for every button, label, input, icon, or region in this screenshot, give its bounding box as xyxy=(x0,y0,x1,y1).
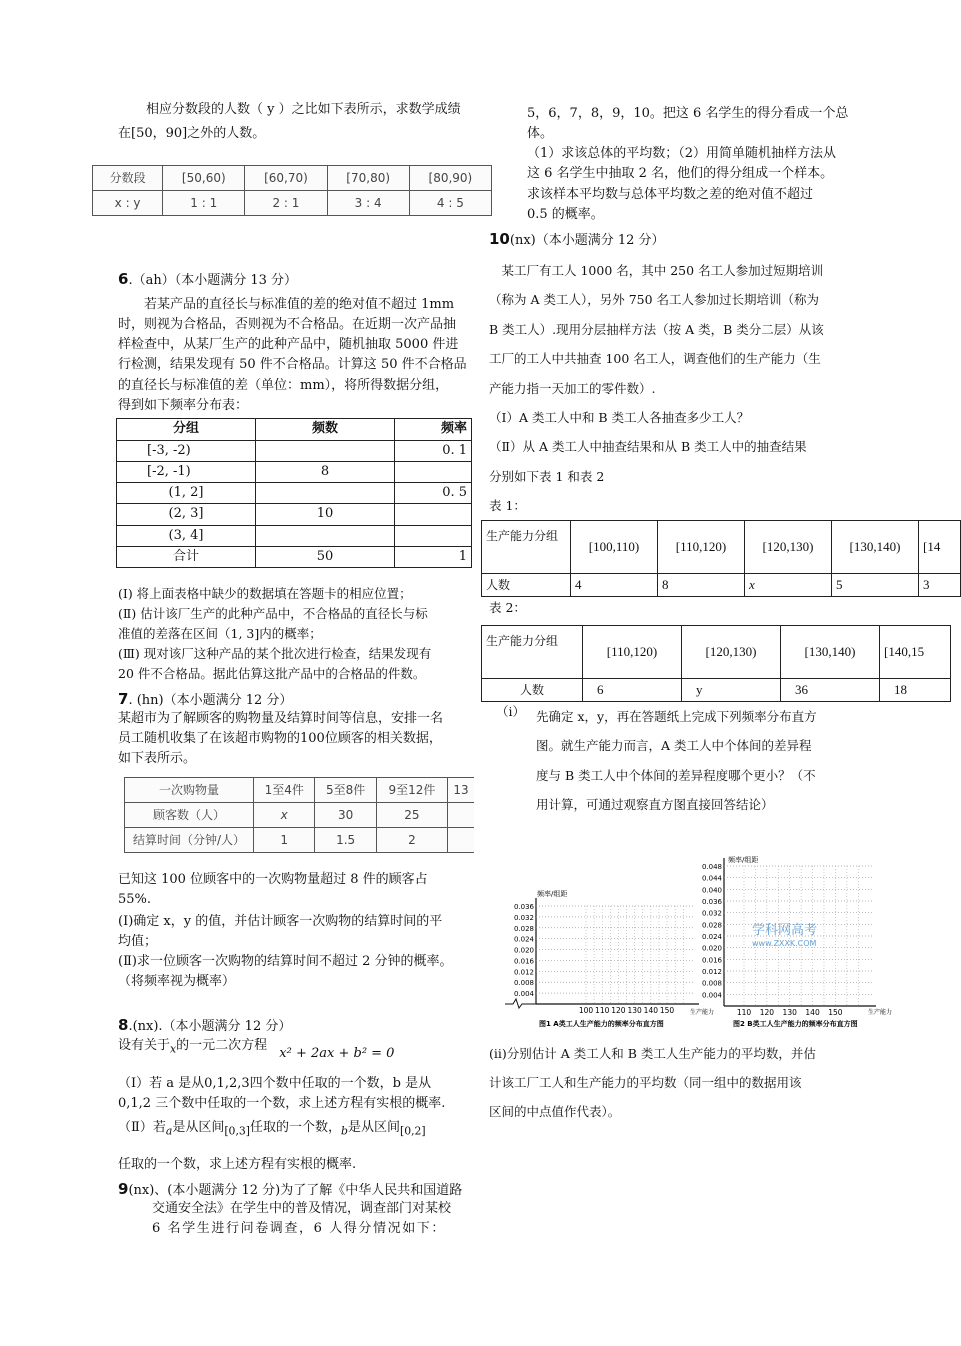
q6-part-line: 准值的差落在区间（1, 3]内的概率； xyxy=(118,626,322,641)
shop-cell: x xyxy=(254,803,315,828)
shop-header-cell: 13 xyxy=(448,778,475,803)
q8-part-line: 0,1,2 三个数中任取的一个数，求上述方程有实根的概率. xyxy=(118,1096,446,1112)
q6-part-line: 20 件不合格品。据此估算这批产品中的合格品的件数。 xyxy=(118,666,426,681)
freq-cell: 50 xyxy=(256,546,395,567)
y-tick-label: 0.012 xyxy=(701,968,722,976)
y-tick-label: 0.024 xyxy=(701,933,722,941)
q10-i-text xyxy=(536,702,846,820)
shop-cell: 1.5 xyxy=(315,828,376,853)
score-header-cell: [50,60) xyxy=(163,166,245,191)
t2-header-cell: [120,130) xyxy=(682,626,781,679)
chart1-caption: 图1 A类工人生产能力的频率分布直方图 xyxy=(539,1020,664,1028)
q10-i-number: （i） xyxy=(496,704,525,719)
q9-cont-line: 5，6，7，8，9，10。把这 6 名学生的得分看成一个总体。 xyxy=(527,106,849,142)
chart2-caption: 图2 B类工人生产能力的频率分布直方图 xyxy=(733,1020,858,1028)
q6-body-line: 行检测，结果发现有 50 件不合格品。计算这 50 件不合格品 xyxy=(118,357,467,373)
y-tick-label: 0.032 xyxy=(701,909,722,918)
y-tick-label: 0.004 xyxy=(513,990,534,999)
q10-body-line: 工厂的工人中共抽查 100 名工人，调查他们的生产能力（生 xyxy=(489,351,821,367)
q10-ii-line: 计该工厂工人和生产能力的平均数（同一组中的数据用该 xyxy=(489,1074,802,1090)
q10-tag: (nx)（本小题满分 12 分） xyxy=(509,233,665,248)
q10-part2-line: 分别如下表 1 和表 2 xyxy=(489,468,605,484)
t1-cell: x xyxy=(745,574,832,597)
q7-tag: . (hn)（本小题满分 12 分） xyxy=(128,693,293,708)
q10-i-line: 用计算，可通过观察直方图直接回答结论） xyxy=(536,797,774,813)
shop-cell: 顾客数（人） xyxy=(125,803,254,828)
chart1-xlabel: 生产能力 xyxy=(690,1009,715,1016)
t2-header-cell: [130,140) xyxy=(781,626,880,679)
score-ratio-cell: x : y xyxy=(93,191,163,216)
q6-part-line: (Ⅰ) 将上面表格中缺少的数据填在答题卡的相应位置； xyxy=(118,586,412,601)
shop-cell: 30 xyxy=(315,803,376,828)
t1-cell: 人数 xyxy=(482,574,571,597)
x-tick-label: 140 xyxy=(805,1008,820,1017)
shop-cell: 25 xyxy=(376,803,447,828)
q9-body-line: 6 名学生进行问卷调查，6 人得分情况如下： xyxy=(152,1221,447,1237)
q8-var-x: x xyxy=(170,1042,177,1056)
t1-header-cell: 生产能力分组 xyxy=(482,521,571,574)
t1-cell: 4 xyxy=(571,574,658,597)
t1-header-cell: [110,120) xyxy=(658,521,745,574)
shop-cell: 结算时间（分钟/人） xyxy=(125,828,254,853)
q8-part-text: （Ⅱ）若 xyxy=(118,1120,166,1135)
q9-heading xyxy=(118,1178,478,1201)
q10-i-line: 度与 B 类工人中个体间的差异程度哪个更小？（不 xyxy=(536,767,816,783)
q8-part1 xyxy=(118,1074,478,1114)
t2-header-cell: 生产能力分组 xyxy=(482,626,583,679)
y-tick-label: 0.028 xyxy=(513,924,534,933)
q7-after xyxy=(118,870,478,910)
q9-cont-line: 0.5 的概率。 xyxy=(527,206,604,222)
q8-part2-end: 任取的一个数，求上述方程有实根的概率. xyxy=(118,1157,357,1172)
q6-tag: .（ah）（本小题满分 13 分） xyxy=(128,273,297,288)
chart1-ylabel: 频率/组距 xyxy=(537,890,568,898)
q8-part2 xyxy=(118,1118,478,1140)
q8-text: 的一元二次方程 xyxy=(176,1038,268,1053)
x-tick-label: 120 xyxy=(611,1006,626,1015)
q8-var-a: a xyxy=(165,1124,173,1138)
q8-part-text: 任取的一个数， xyxy=(250,1120,342,1135)
q8-part-text: 是从区间 xyxy=(172,1120,225,1135)
q5-intro-line2: 在[50，90]之外的人数。 xyxy=(118,126,266,141)
t2-cell: 18 xyxy=(880,679,951,702)
y-tick-label: 0.040 xyxy=(701,886,722,895)
table2-label: 表 2： xyxy=(489,600,526,615)
freq-header-cell: 频数 xyxy=(256,419,395,441)
q10-body-line: 产能力指一天加工的零件数）. xyxy=(489,380,656,396)
q10-part2-line: （Ⅱ）从 A 类工人中抽查结果和从 B 类工人中的抽查结果 xyxy=(489,439,807,455)
q6-body xyxy=(118,295,468,416)
x-tick-label: 130 xyxy=(627,1006,642,1015)
q6-body-line: 样检查中，从某厂生产的此种产品中，随机抽取 5000 件进 xyxy=(118,337,459,353)
q8-number: 8 xyxy=(118,1016,129,1034)
shop-header-cell: 5至8件 xyxy=(315,778,376,803)
freq-cell xyxy=(256,441,395,462)
q6-body-line: 得到如下频率分布表： xyxy=(118,397,249,413)
score-ratio-cell: 4 : 5 xyxy=(409,191,491,216)
t1-cell: 3 xyxy=(919,574,961,597)
x-tick-label: 100 xyxy=(578,1006,594,1015)
t1-header-cell: [100,110) xyxy=(571,521,658,574)
q9-body xyxy=(152,1199,472,1239)
y-tick-label: 0.036 xyxy=(513,903,534,911)
q8-line1 xyxy=(118,1036,395,1061)
q10-body-line: （称为 A 类工人），另外 750 名工人参加过长期培训（称为 xyxy=(489,292,820,308)
freq-cell xyxy=(256,525,395,546)
y-tick-label: 0.036 xyxy=(701,898,722,906)
q10-ii-line: (ii)分别估计 A 类工人和 B 类工人生产能力的平均数，并估 xyxy=(489,1046,816,1061)
q7-part-line: （将频率视为概率） xyxy=(118,974,236,990)
shop-cell xyxy=(448,828,475,853)
q6-part-line: (Ⅲ) 现对该厂这种产品的某个批次进行检查，结果发现有 xyxy=(118,646,432,661)
q9-tag: (nx)、(本小题满分 12 分)为了了解《中华人民共和国道路 xyxy=(128,1183,463,1198)
q7-part-line: (Ⅱ)求一位顾客一次购物的结算时间不超过 2 分钟的概率。 xyxy=(118,954,453,970)
q8-heading xyxy=(118,1014,291,1037)
q8-tag: .(nx).（本小题满分 12 分） xyxy=(128,1019,292,1034)
x-tick-label: 110 xyxy=(595,1006,610,1015)
chart2-xlabel: 生产能力 xyxy=(868,1009,893,1016)
freq-cell: 8 xyxy=(256,462,395,483)
freq-cell xyxy=(395,462,472,483)
shop-header-cell: 9至12件 xyxy=(376,778,447,803)
q7-part-line: (Ⅰ)确定 x，y 的值，并估计顾客一次购物的结算时间的平 xyxy=(118,914,443,929)
freq-cell: (2, 3] xyxy=(117,504,256,525)
q10-i-line: 先确定 x，y，再在答题纸上完成下列频率分布直方 xyxy=(536,709,817,724)
score-header-cell: [80,90) xyxy=(409,166,491,191)
freq-header-cell: 频率 xyxy=(395,419,472,441)
q9-number: 9 xyxy=(118,1180,129,1198)
q10-body-line: 某工厂有工人 1000 名，其中 250 名工人参加过短期培训 xyxy=(501,263,824,278)
t2-cell: y xyxy=(682,679,781,702)
t1-header-cell: [130,140) xyxy=(832,521,919,574)
q6-number: 6 xyxy=(118,270,129,288)
histogram-b-chart xyxy=(700,852,893,1032)
q10-body-line: B 类工人）.现用分层抽样方法（按 A 类，B 类分二层）从该 xyxy=(489,321,824,337)
freq-cell: [-3, -2) xyxy=(117,441,256,462)
score-ratio-cell: 2 : 1 xyxy=(245,191,327,216)
watermark-logo: 学科网高考 xyxy=(752,923,818,938)
y-tick-label: 0.020 xyxy=(701,944,722,953)
capacity-table-2 xyxy=(481,625,951,702)
freq-cell: 0. 1 xyxy=(395,441,472,462)
freq-cell xyxy=(256,483,395,504)
y-tick-label: 0.024 xyxy=(513,935,534,944)
shop-cell: 1 xyxy=(254,828,315,853)
table1-label: 表 1： xyxy=(489,498,526,513)
y-tick-label: 0.008 xyxy=(701,979,722,988)
y-tick-label: 0.032 xyxy=(513,913,534,922)
q6-part-line: (Ⅱ) 估计该厂生产的此种产品中，不合格品的直径长与标 xyxy=(118,606,428,621)
watermark-url: www.ZXXK.COM xyxy=(752,939,817,948)
t1-cell: 8 xyxy=(658,574,745,597)
q7-heading xyxy=(118,688,292,711)
y-tick-label: 0.012 xyxy=(513,968,534,977)
q8-equation: x² + 2ax + b² = 0 xyxy=(279,1046,395,1061)
q6-body-line: 若某产品的直径长与标准值的差的绝对值不超过 1mm xyxy=(144,297,455,312)
y-tick-label: 0.020 xyxy=(513,946,534,955)
q9-cont-line: （1）求该总体的平均数；（2）用简单随机抽样方法从 xyxy=(527,146,837,162)
q10-heading xyxy=(489,228,665,251)
x-tick-label: 150 xyxy=(659,1006,675,1015)
x-tick-label: 120 xyxy=(759,1008,775,1017)
chart2-ylabel: 频率/组距 xyxy=(728,856,759,864)
t1-header-cell: [120,130) xyxy=(745,521,832,574)
q7-after-line: 55%. xyxy=(118,892,152,908)
shop-cell: 2 xyxy=(376,828,447,853)
q10-ii-line: 区间的中点值作代表）。 xyxy=(489,1103,621,1119)
q5-intro-line1: 相应分数段的人数（ y ）之比如下表所示，求数学成绩 xyxy=(146,102,461,117)
x-tick-label: 150 xyxy=(828,1008,843,1017)
y-tick-label: 0.016 xyxy=(513,957,534,966)
y-tick-label: 0.004 xyxy=(701,991,722,1000)
freq-cell xyxy=(395,504,472,525)
q6-heading xyxy=(118,268,297,291)
score-ratio-cell: 3 : 4 xyxy=(327,191,409,216)
score-ratio-cell: 1 : 1 xyxy=(163,191,245,216)
score-header-cell: 分数段 xyxy=(93,166,163,191)
q10-body xyxy=(489,256,849,520)
score-ratio-table xyxy=(92,165,492,216)
freq-cell: [-2, -1) xyxy=(117,462,256,483)
t2-cell: 人数 xyxy=(482,679,583,702)
q7-body-line: 某超市为了解顾客的购物量及结算时间等信息，安排一名 xyxy=(118,711,444,726)
capacity-table-1 xyxy=(481,520,961,597)
t2-header-cell: [140,15 xyxy=(880,626,951,679)
freq-cell: (3, 4] xyxy=(117,525,256,546)
shop-header-cell: 1至4件 xyxy=(254,778,315,803)
x-tick-label: 110 xyxy=(736,1008,752,1017)
q8-interval: [0,3] xyxy=(224,1124,250,1138)
shop-cell xyxy=(448,803,475,828)
y-tick-label: 0.048 xyxy=(701,863,722,871)
q7-body xyxy=(118,709,478,769)
q9-cont-line: 求该样本平均数与总体平均数之差的绝对值不超过 xyxy=(527,186,814,202)
x-tick-label: 130 xyxy=(782,1008,797,1017)
q7-after-line: 已知这 100 位顾客中的一次购物量超过 8 件的顾客占 xyxy=(118,872,428,887)
t1-cell: 5 xyxy=(832,574,919,597)
q10-i-line: 图。就生产能力而言，A 类工人中个体间的差异程 xyxy=(536,738,812,754)
t2-cell: 6 xyxy=(583,679,682,702)
freq-header-cell: 分组 xyxy=(117,419,256,441)
q7-parts xyxy=(118,912,488,993)
q10-number: 10 xyxy=(489,230,510,248)
freq-table xyxy=(116,418,472,568)
q8-part-line: （Ⅰ）若 a 是从0,1,2,3四个数中任取的一个数，b 是从 xyxy=(118,1076,432,1091)
y-tick-label: 0.028 xyxy=(701,921,722,930)
q6-parts xyxy=(118,584,478,684)
freq-cell: 合计 xyxy=(117,546,256,567)
freq-cell: 10 xyxy=(256,504,395,525)
q9-cont-line: 这 6 名学生中抽取 2 名，他们的得分组成一个样本。 xyxy=(527,166,834,182)
y-tick-label: 0.016 xyxy=(701,956,722,965)
q6-body-line: 的直径长与标准值的差（单位：mm），将所得数据分组， xyxy=(118,377,449,393)
q9-body-line: 交通安全法》在学生中的普及情况，调查部门对某校 xyxy=(152,1201,452,1216)
q8-text: 设有关于 xyxy=(118,1038,171,1053)
t2-cell: 36 xyxy=(781,679,880,702)
y-tick-label: 0.044 xyxy=(701,874,722,883)
t1-header-cell: [14 xyxy=(919,521,961,574)
shop-header-cell: 一次购物量 xyxy=(125,778,254,803)
freq-cell: 0. 5 xyxy=(395,483,472,504)
q8-part-text: 是从区间 xyxy=(347,1120,400,1135)
q6-body-line: 时，则视为合格品，否则视为不合格品。在近期一次产品抽 xyxy=(118,317,457,333)
q7-number: 7 xyxy=(118,690,129,708)
q7-part-line: 均值； xyxy=(118,934,158,950)
x-tick-label: 140 xyxy=(643,1006,659,1015)
y-tick-label: 0.008 xyxy=(513,979,534,988)
score-header-cell: [60,70) xyxy=(245,166,327,191)
q7-body-line: 如下表所示。 xyxy=(118,751,197,767)
freq-cell: 1 xyxy=(395,546,472,567)
t2-header-cell: [110,120) xyxy=(583,626,682,679)
q7-body-line: 员工随机收集了在该超市购物的100位顾客的相关数据， xyxy=(118,731,442,747)
freq-cell: (1, 2] xyxy=(117,483,256,504)
score-header-cell: [70,80) xyxy=(327,166,409,191)
q8-interval: [0,2] xyxy=(399,1124,426,1138)
q9-continued xyxy=(527,104,867,225)
q8-var-b: b xyxy=(341,1124,348,1138)
q10-ii-text xyxy=(489,1040,849,1126)
q10-part1: （Ⅰ）A 类工人中和 B 类工人各抽查多少工人？ xyxy=(489,409,750,425)
freq-cell xyxy=(395,525,472,546)
shopping-table xyxy=(124,777,474,853)
